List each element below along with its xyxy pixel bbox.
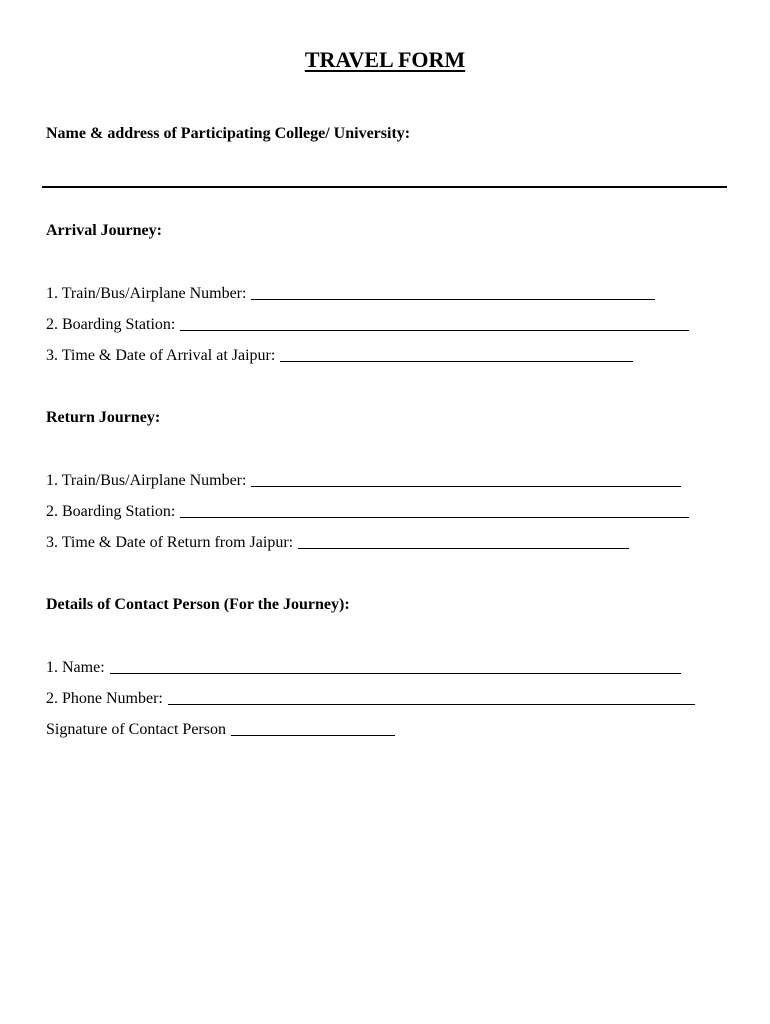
arrival-boarding-station-label: 2. Boarding Station: (46, 316, 176, 333)
return-vehicle-number-blank[interactable] (251, 485, 681, 487)
contact-signature-blank[interactable] (231, 734, 395, 736)
arrival-time-date-blank[interactable] (280, 360, 633, 362)
arrival-vehicle-number-blank[interactable] (251, 298, 655, 300)
arrival-time-date-field (46, 346, 633, 366)
form-title: TRAVEL FORM (304, 47, 466, 72)
return-boarding-station-blank[interactable] (180, 516, 689, 518)
contact-signature-field (46, 720, 395, 740)
arrival-boarding-station-field (46, 315, 689, 335)
contact-name-label: 1. Name: (46, 659, 105, 676)
arrival-time-date-label: 3. Time & Date of Arrival at Jaipur: (46, 347, 276, 364)
contact-name-blank[interactable] (110, 672, 681, 674)
college-label: Name & address of Participating College/ University: (46, 125, 411, 142)
contact-phone-blank[interactable] (168, 703, 695, 705)
contact-signature-label: Signature of Contact Person (46, 721, 226, 738)
contact-person-heading: Details of Contact Person (For the Journey): (46, 596, 350, 613)
return-time-date-blank[interactable] (298, 547, 629, 549)
return-vehicle-number-field (46, 471, 681, 491)
return-time-date-field (46, 533, 629, 553)
arrival-boarding-station-blank[interactable] (180, 329, 689, 331)
arrival-vehicle-number-label: 1. Train/Bus/Airplane Number: (46, 285, 247, 302)
arrival-vehicle-number-field (46, 284, 655, 304)
college-answer-line[interactable] (42, 186, 727, 188)
return-vehicle-number-label: 1. Train/Bus/Airplane Number: (46, 472, 247, 489)
return-journey-heading: Return Journey: (46, 409, 161, 426)
contact-phone-label: 2. Phone Number: (46, 690, 163, 707)
return-time-date-label: 3. Time & Date of Return from Jaipur: (46, 534, 294, 551)
contact-phone-field (46, 689, 695, 709)
contact-name-field (46, 658, 681, 678)
return-boarding-station-label: 2. Boarding Station: (46, 503, 176, 520)
arrival-journey-heading: Arrival Journey: (46, 222, 162, 239)
return-boarding-station-field (46, 502, 689, 522)
